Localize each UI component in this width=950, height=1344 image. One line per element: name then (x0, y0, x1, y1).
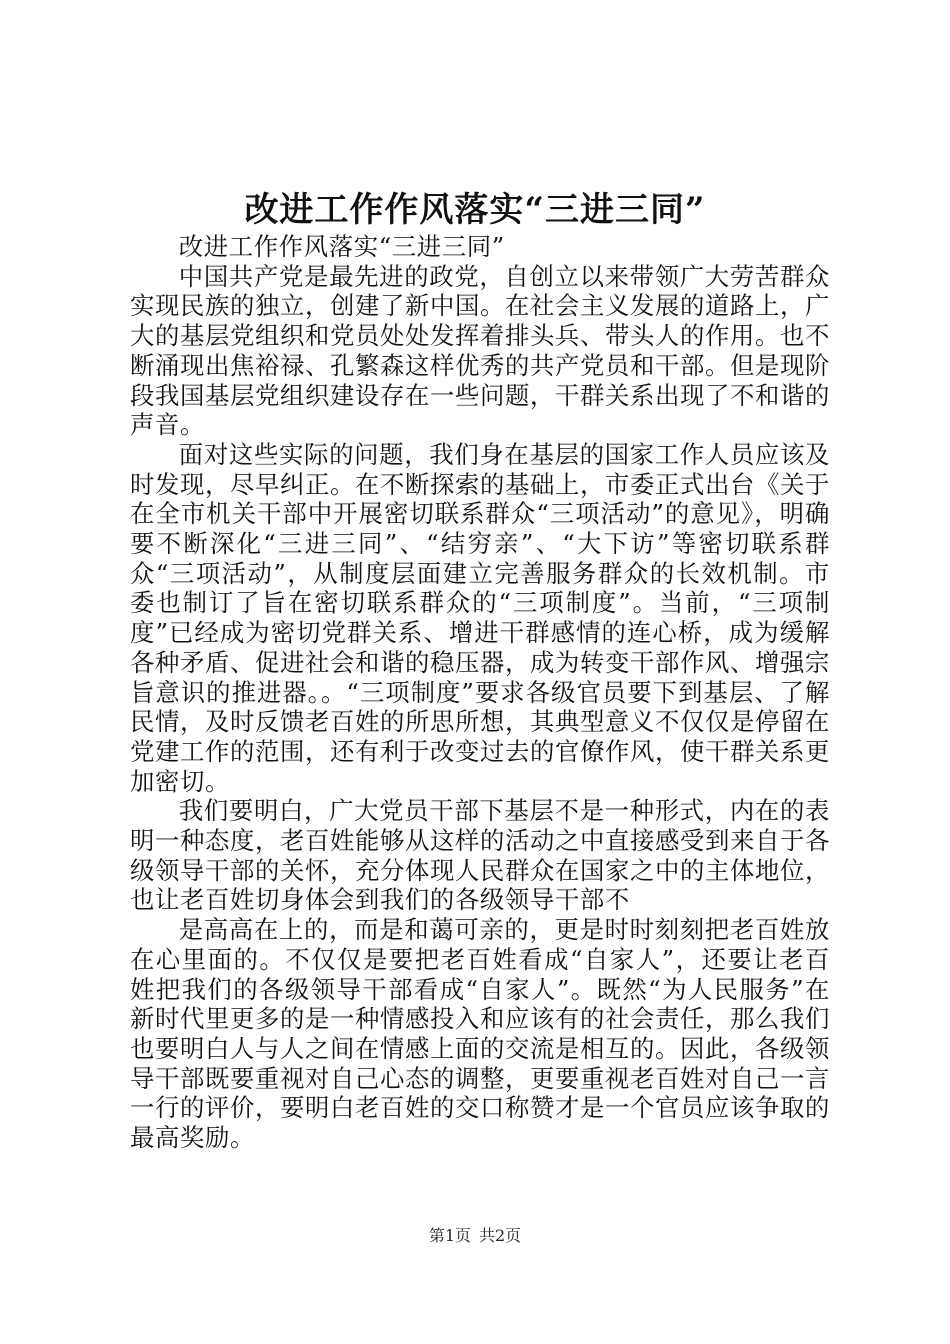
body-paragraph: 面对这些实际的问题，我们身在基层的国家工作人员应该及时发现，尽早纠正。在不断探索的基础上，市委正式出台《关于在全市机关干部中开展密切联系群众“三项活动”的意见》，明确要不断深化“三进三同”、“结穷亲”、“大下访”等密切联系群众“三项活动”，从制度层面建立完善服务群众的长效机制。市委也制订了旨在密切联系群众的“三项制度”。当前，“三项制度”已经成为密切党群关系、增进干群感情的连心桥，成为缓解各种矛盾、促进社会和谐的稳压器，成为转变干部作风、增强宗旨意识的推进器。。“三项制度”要求各级官员要下到基层、了解民情，及时反馈老百姓的所思所想，其典型意义不仅仅是停留在党建工作的范围，还有利于改变过去的官僚作风，使干群关系更加密切。 (130, 439, 830, 796)
body-paragraph: 是高高在上的，而是和蔼可亲的，更是时时刻刻把老百姓放在心里面的。不仅仅是要把老百姓看成“自家人”，还要让老百姓把我们的各级领导干部看成“自家人”。既然“为人民服务”在新时代里更多的是一种情感投入和应该有的社会责任，那么我们也要明白人与人之间在情感上面的交流是相互的。因此，各级领导干部既要重视对自己心态的调整，更要重视老百姓对自己一言一行的评价，要明白老百姓的交口称赞才是一个官员应该争取的最高奖励。 (130, 915, 830, 1153)
document-title: 改进工作作风落实“三进三同” (244, 190, 706, 230)
page-footer (0, 1226, 950, 1246)
page-number: 第1页 (428, 1226, 471, 1245)
page-total: 共2页 (479, 1226, 522, 1245)
body-paragraph: 我们要明白，广大党员干部下基层不是一种形式，内在的表明一种态度，老百姓能够从这样的活动之中直接感受到来自于各级领导干部的关怀，充分体现人民群众在国家之中的主体地位，也让老百姓切身体会到我们的各级领导干部不 (130, 796, 830, 915)
body-paragraph-subtitle: 改进工作作风落实“三进三同” (178, 232, 505, 261)
document-body (130, 232, 830, 1153)
body-paragraph: 中国共产党是最先进的政党，自创立以来带领广大劳苦群众实现民族的独立，创建了新中国。在社会主义发展的道路上，广大的基层党组织和党员处处发挥着排头兵、带头人的作用。也不断涌现出焦裕禄、孔繁森这样优秀的共产党员和干部。但是现阶段我国基层党组织建设存在一些问题，干群关系出现了不和谐的声音。 (130, 261, 830, 440)
